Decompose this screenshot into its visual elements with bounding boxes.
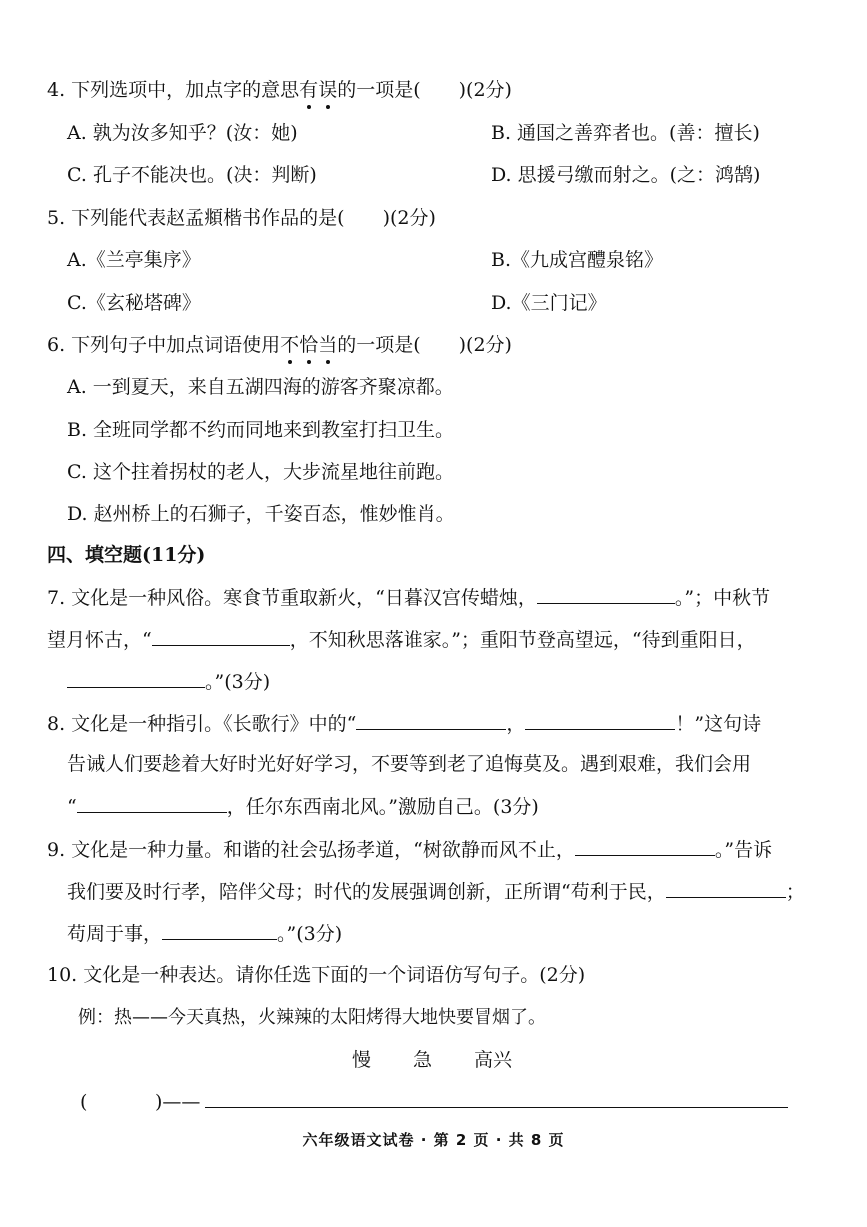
q8-blank-2[interactable]: [525, 711, 675, 730]
q10-word-1: 慢: [352, 1049, 372, 1071]
q6-option-c: C. 这个拄着拐杖的老人，大步流星地往前跑。: [67, 461, 454, 483]
q10-answer-line[interactable]: [205, 1107, 788, 1108]
q9-text-1b: 。”告诉: [714, 839, 773, 861]
emphasis-char: 有: [299, 79, 319, 101]
q4-stem-tail: 的一项是( )(2分): [337, 79, 512, 101]
q8-text-1c: ！”这句诗: [675, 713, 762, 735]
emphasis-char: 恰: [299, 334, 319, 356]
q9-text-2: 我们要及时行孝，陪伴父母；时代的发展强调创新，正所谓“苟利于民，: [67, 881, 666, 903]
q4-option-b: B. 通国之善弈者也。(善：擅长): [491, 122, 760, 144]
q10-word-2: 急: [413, 1049, 433, 1071]
q8-line-1: [47, 711, 761, 736]
q6-stem: [47, 333, 512, 357]
q7-text-2b: ，不知秋思落谁家。”；重阳节登高望远，“待到重阳日，: [289, 629, 756, 651]
q6-stem-tail: 的一项是( )(2分): [337, 334, 512, 356]
q6-option-b: B. 全班同学都不约而同地来到教室打扫卫生。: [67, 419, 455, 441]
q6-option-a: A. 一到夏天，来自五湖四海的游客齐聚凉都。: [67, 376, 454, 398]
q8-text-3b: ，任尔东西南北风。”激励自己。(3分): [226, 796, 539, 818]
q4-dotted-word: [299, 79, 337, 101]
q4-stem-text: 4. 下列选项中，加点字的意思: [47, 79, 300, 101]
q5-option-b: B.《九成宫醴泉铭》: [491, 249, 664, 271]
q8-blank-3[interactable]: [77, 794, 227, 813]
q9-text-2b: ；: [785, 881, 805, 903]
q6-dotted-word: [280, 334, 337, 356]
q9-text-3: 苟周于事，: [67, 923, 163, 945]
q9-line-3: [67, 921, 342, 946]
section-heading: 四、填空题(11分): [47, 544, 206, 566]
q10-word-3: 高兴: [474, 1049, 513, 1071]
q7-text-3: 。”(3分): [205, 671, 271, 693]
q5-option-a: A.《兰亭集序》: [67, 249, 201, 271]
q9-blank-1[interactable]: [575, 837, 715, 856]
q6-option-d: D. 赵州桥上的石狮子，千姿百态，惟妙惟肖。: [67, 503, 455, 525]
q9-blank-2[interactable]: [666, 879, 786, 898]
q7-text-2: 望月怀古，“: [47, 629, 152, 651]
q8-text-1b: ，: [506, 713, 526, 735]
q7-blank-2[interactable]: [152, 627, 290, 646]
q4-option-d: D. 思援弓缴而射之。(之：鸿鹄): [491, 164, 761, 186]
q7-text-1: 7. 文化是一种风俗。寒食节重取新火，“日暮汉宫传蜡烛，: [47, 587, 537, 609]
q8-line-3: [67, 794, 539, 819]
q7-blank-1[interactable]: [537, 585, 675, 604]
q10-answer-close: )——: [155, 1091, 201, 1113]
q8-text-3a: “: [67, 796, 77, 818]
q10-word-choice-slot[interactable]: [100, 1090, 150, 1114]
q9-text-3b: 。”(3分): [277, 923, 343, 945]
q7-line-3: [67, 669, 270, 694]
emphasis-char: 当: [318, 334, 338, 356]
q10-answer-open: (: [80, 1091, 88, 1113]
q9-blank-3[interactable]: [162, 921, 277, 940]
q4-option-a: A. 孰为汝多知乎？(汝：她): [67, 122, 298, 144]
q9-line-2: [67, 879, 805, 904]
q8-blank-1[interactable]: [356, 711, 506, 730]
q6-stem-text: 6. 下列句子中加点词语使用: [47, 334, 281, 356]
q5-option-c: C.《玄秘塔碑》: [67, 292, 201, 314]
q9-text-1: 9. 文化是一种力量。和谐的社会弘扬孝道，“树欲静而风不止，: [47, 839, 575, 861]
q10-stem: 10. 文化是一种表达。请你任选下面的一个词语仿写句子。(2分): [47, 964, 586, 986]
q8-line-2: 告诫人们要趁着大好时光好好学习，不要等到老了追悔莫及。遇到艰难，我们会用: [67, 753, 752, 775]
q10-example: 例：热——今天真热，火辣辣的太阳烤得大地快要冒烟了。: [78, 1007, 546, 1028]
q7-line-1: [47, 585, 770, 610]
emphasis-char: 不: [280, 334, 300, 356]
page-footer: 六年级语文试卷 · 第 2 页 · 共 8 页: [302, 1131, 565, 1149]
q7-line-2: [47, 627, 756, 652]
q8-text-1: 8. 文化是一种指引。《长歌行》中的“: [47, 713, 357, 735]
q7-blank-3[interactable]: [67, 669, 205, 688]
emphasis-char: 误: [318, 79, 338, 101]
q4-stem: [47, 78, 512, 102]
q5-stem: 5. 下列能代表赵孟頫楷书作品的是( )(2分): [47, 207, 436, 229]
q4-option-c: C. 孔子不能决也。(决：判断): [67, 164, 317, 186]
q9-line-1: [47, 837, 772, 862]
q5-option-d: D.《三门记》: [491, 292, 607, 314]
q7-text-1b: 。”；中秋节: [674, 587, 771, 609]
